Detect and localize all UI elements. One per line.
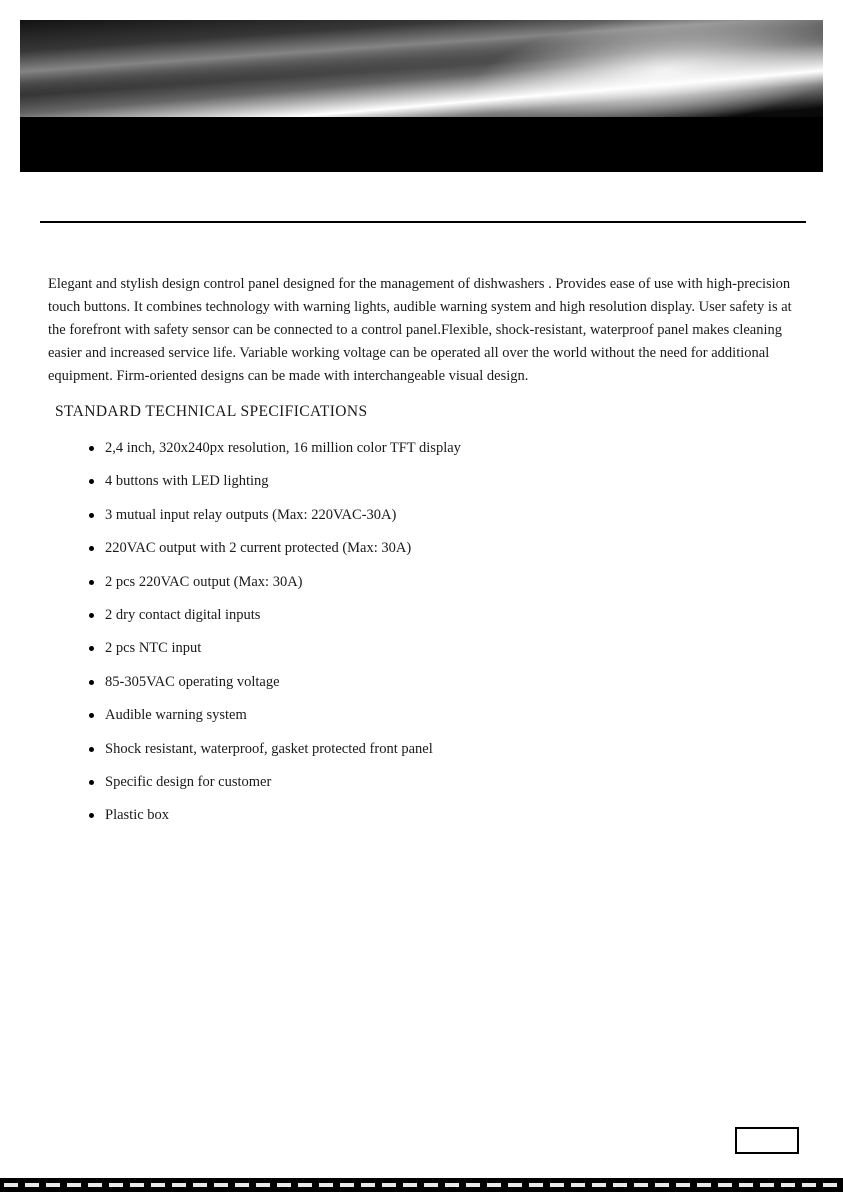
spec-item: 3 mutual input relay outputs (Max: 220VAC-30A) xyxy=(48,499,788,532)
spec-item: 2 pcs NTC input xyxy=(48,632,788,665)
spec-item: Plastic box xyxy=(48,799,788,832)
footer-dashed-line xyxy=(4,1183,839,1187)
banner-title-band xyxy=(20,117,823,172)
footer-bar xyxy=(0,1178,843,1192)
spec-item: 2,4 inch, 320x240px resolution, 16 million color TFT display xyxy=(48,432,788,465)
banner-metallic-graphic xyxy=(20,20,823,117)
header-banner xyxy=(20,20,823,172)
spec-list xyxy=(48,432,788,833)
section-title: STANDARD TECHNICAL SPECIFICATIONS xyxy=(55,402,368,420)
page-number-box xyxy=(735,1127,799,1154)
spec-item: 220VAC output with 2 current protected (Max: 30A) xyxy=(48,532,788,565)
divider-line xyxy=(40,221,806,223)
spec-item: 85-305VAC operating voltage xyxy=(48,666,788,699)
spec-item: 4 buttons with LED lighting xyxy=(48,465,788,498)
spec-item: Audible warning system xyxy=(48,699,788,732)
spec-item: 2 dry contact digital inputs xyxy=(48,599,788,632)
spec-item: Specific design for customer xyxy=(48,766,788,799)
metal-highlight-right xyxy=(437,20,823,117)
spec-item: 2 pcs 220VAC output (Max: 30A) xyxy=(48,566,788,599)
intro-paragraph: Elegant and stylish design control panel designed for the management of dishwashers . Provides ease of use with high-precision touch buttons. It combines technology with warning lights, audible warning system and high resolution display. User safety is at the forefront with safety sensor can be connected to a control panel.Flexible, shock-resistant, waterproof panel makes cleaning easier and increased service life. Variable working voltage can be operated all over the world without the need for additional equipment. Firm-oriented designs can be made with interchangeable visual design. xyxy=(48,275,792,384)
spec-item: Shock resistant, waterproof, gasket protected front panel xyxy=(48,733,788,766)
